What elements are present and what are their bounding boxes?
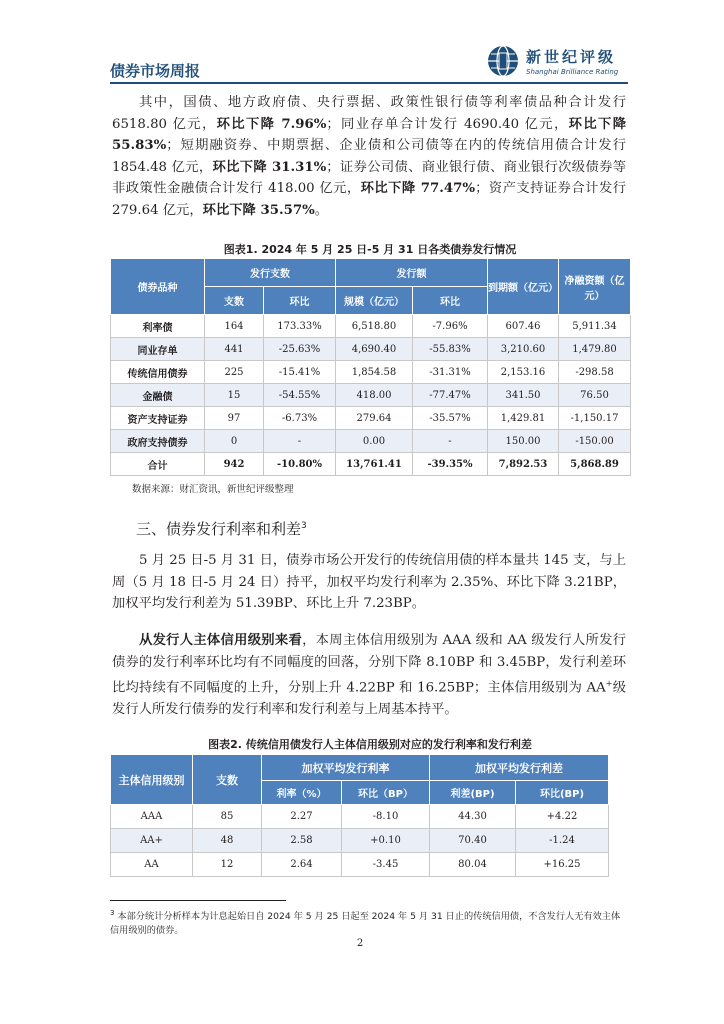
table-row: 利率债 164 173.33% 6,518.80 -7.96% 607.46 5,911.34 — [111, 315, 631, 338]
col-spread-mom: 环比(BP) — [516, 781, 609, 805]
table-row: 传统信用债券 225 -15.41% 1,854.58 -31.31% 2,153.16 -298.58 — [111, 361, 631, 384]
globe-logo-icon — [486, 44, 520, 78]
col-spread: 利差(BP) — [430, 781, 516, 805]
table2-caption: 图表2. 传统信用债发行人主体信用级别对应的发行利率和发行利差 — [208, 738, 532, 751]
table-row: 金融债 15 -54.55% 418.00 -77.47% 341.50 76.50 — [111, 384, 631, 407]
col-rate: 利率（%） — [262, 781, 342, 805]
table-row: 同业存单 441 -25.63% 4,690.40 -55.83% 3,210.60 1,479.80 — [111, 338, 631, 361]
report-title: 债券市场周报 — [110, 62, 201, 80]
col-group-count: 发行支数 — [205, 259, 336, 287]
header-divider — [110, 82, 628, 84]
issuance-summary-paragraph: 其中，国债、地方政府债、央行票据、政策性银行债等利率债品种合计发行6518.80 亿元，环比下降 7.96%；同业存单合计发行 4690.40 亿元，环比下降55.83%；短期融资券、中期票据、企业债和公司债等在内的传统信用债合计发行 1854.48 亿元，环比下降 31.31%；证券公司债、商业银行债、商业银行次级债券等非政策性金融债合计发行 418.00 亿元，环比下降 77.47%；资产支持证券合计发行 279.64 亿元，环比下降 35.57%。 — [112, 95, 627, 218]
rating-analysis-paragraph: 从发行人主体信用级别来看，本周主体信用级别为 AAA 级和 AA 级发行人所发行债券的发行利率环比均有不同幅度的回落，分别下降 8.10BP 和 3.45BP，发行利差环比均持续有不同幅度的上升，分别上升 4.22BP 和 16.25BP；主体信用级别为 AA+级发行人所发行债券的发行利率和发行利差与上周基本持平。 — [112, 633, 627, 718]
col-group-rate: 加权平均发行利率 — [262, 755, 430, 781]
section-heading: 三、债券发行利率和利差$^3$ — [136, 520, 307, 538]
page-number: 2 — [356, 938, 364, 949]
table1-caption: 图表1. 2024 年 5 月 25 日-5 月 31 日各类债券发行情况 — [223, 243, 517, 256]
table-row: 政府支持债券 0 - 0.00 - 150.00 -150.00 — [111, 430, 631, 453]
table-total-row: 合计 942 -10.80% 13,761.41 -39.35% 7,892.53 5,868.89 — [111, 453, 631, 476]
col-group-amount: 发行额 — [336, 259, 488, 287]
table-row: 资产支持证券 97 -6.73% 279.64 -35.57% 1,429.81 -1,150.17 — [111, 407, 631, 430]
company-logo — [486, 44, 626, 84]
data-source-note: 数据来源：财汇资讯，新世纪评级整理 — [132, 484, 294, 495]
col-group-spread: 加权平均发行利差 — [430, 755, 609, 781]
bond-issuance-table — [110, 258, 631, 476]
col-count-mom: 环比 — [264, 287, 336, 315]
col-count: 支数 — [193, 755, 262, 805]
col-maturity: 到期额（亿元） — [488, 259, 559, 315]
table-row: AA 12 2.64 -3.45 80.04 +16.25 — [111, 853, 609, 877]
col-count: 支数 — [205, 287, 264, 315]
col-credit-grade: 主体信用级别 — [111, 755, 193, 805]
footnote: $^3$ 本部分统计分析样本为计息起始日自 2024 年 5 月 25 日起至 2024 年 5 月 31 日止的传统信用债，不含发行人无有效主体信用级别的债券。 — [110, 909, 621, 937]
logo-chinese-name: 新世纪评级 — [526, 48, 617, 66]
col-net-financing: 净融资额（亿元） — [559, 259, 631, 315]
table-row: AA+ 48 2.58 +0.10 70.40 -1.24 — [111, 829, 609, 853]
col-amount: 规模（亿元） — [336, 287, 413, 315]
rate-summary-paragraph: 5 月 25 日-5 月 31 日，债券市场公开发行的传统信用债的样本量共 145 支，与上周（5 月 18 日-5 月 24 日）持平，加权平均发行利率为 2.35%、环比下降 3.21BP，加权平均发行利差为 51.39BP、环比上升 7.23BP。 — [112, 553, 626, 612]
rating-rate-table — [110, 754, 609, 877]
footnote-divider — [110, 900, 286, 901]
col-bond-type: 债券品种 — [111, 259, 205, 315]
col-rate-mom: 环比（BP） — [342, 781, 430, 805]
logo-english-name: Shanghai Brilliance Rating — [526, 68, 619, 76]
table-row: AAA 85 2.27 -8.10 44.30 +4.22 — [111, 805, 609, 829]
col-amount-mom: 环比 — [413, 287, 488, 315]
